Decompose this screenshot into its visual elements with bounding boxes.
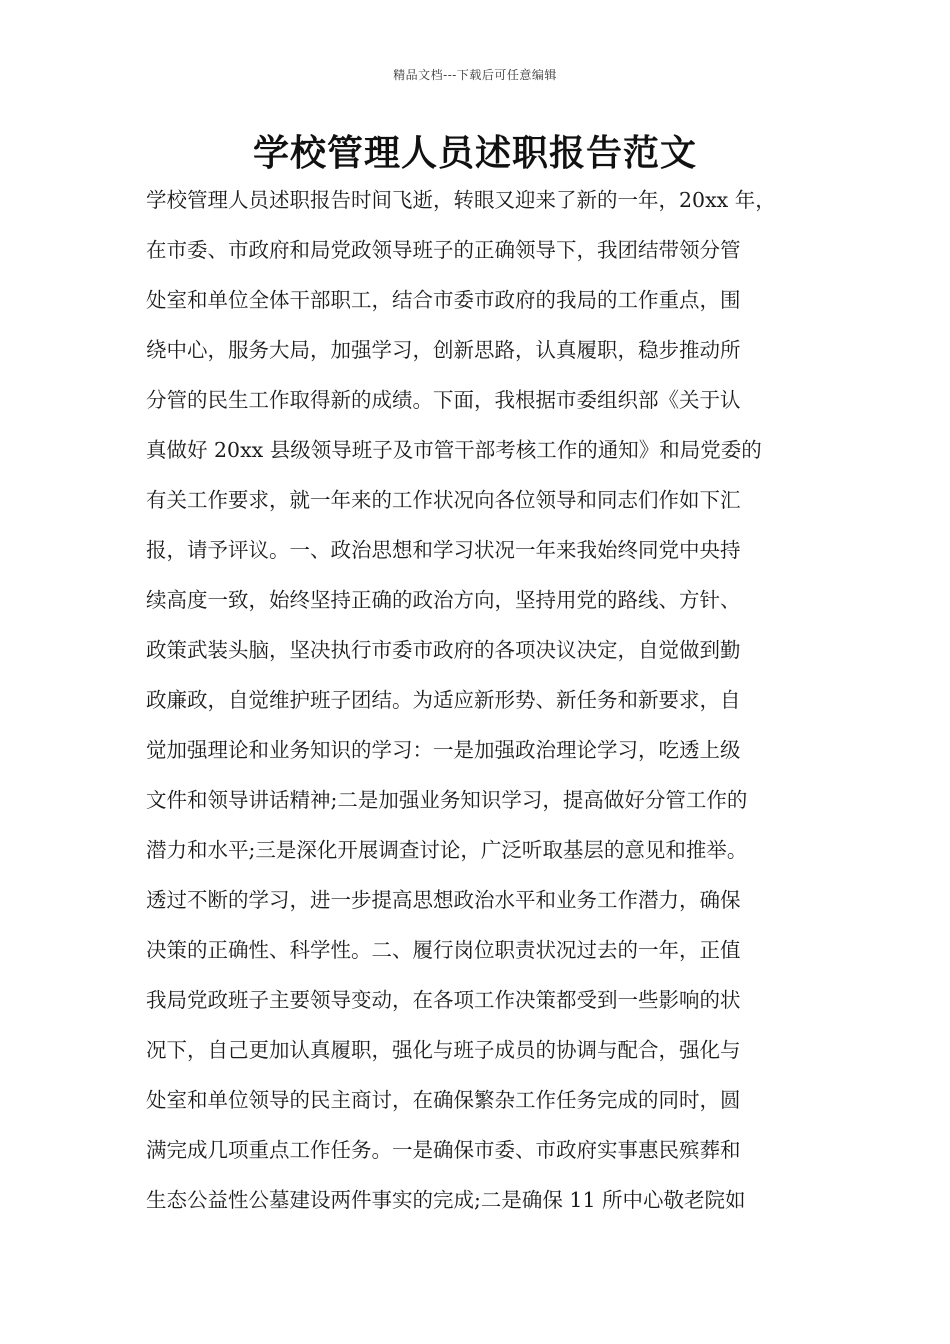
body-line: 分管的民生工作取得新的成绩。下面，我根据市委组织部《关于认	[146, 388, 741, 412]
body-line: 绕中心，服务大局，加强学习，创新思路，认真履职，稳步推动所	[146, 338, 741, 362]
document-title: 学校管理人员述职报告范文	[252, 132, 697, 174]
body-line: 文件和领导讲话精神;二是加强业务知识学习，提高做好分管工作的	[146, 788, 748, 812]
body-line: 政策武装头脑，坚决执行市委市政府的各项决议决定，自觉做到勤	[146, 638, 741, 662]
body-line: 报，请予评议。一、政治思想和学习状况一年来我始终同党中央持	[146, 538, 741, 562]
body-line: 有关工作要求，就一年来的工作状况向各位领导和同志们作如下汇	[146, 488, 741, 512]
body-line: 决策的正确性、科学性。二、履行岗位职责状况过去的一年，正值	[146, 938, 741, 962]
body-line: 学校管理人员述职报告时间飞逝，转眼又迎来了新的一年，20xx 年，	[146, 188, 776, 212]
body-line: 处室和单位领导的民主商讨，在确保繁杂工作任务完成的同时，圆	[146, 1088, 741, 1112]
body-line: 处室和单位全体干部职工，结合市委市政府的我局的工作重点，围	[146, 288, 741, 312]
body-line: 满完成几项重点工作任务。一是确保市委、市政府实事惠民殡葬和	[146, 1138, 741, 1162]
body-line: 我局党政班子主要领导变动，在各项工作决策都受到一些影响的状	[146, 988, 741, 1012]
header-note: 精品文档---下载后可任意编辑	[393, 68, 557, 82]
body-line: 况下，自己更加认真履职，强化与班子成员的协调与配合，强化与	[146, 1038, 741, 1062]
body-line: 觉加强理论和业务知识的学习：一是加强政治理论学习，吃透上级	[146, 738, 741, 762]
body-line: 续高度一致，始终坚持正确的政治方向，坚持用党的路线、方针、	[146, 588, 741, 612]
body-line: 透过不断的学习，进一步提高思想政治水平和业务工作潜力，确保	[146, 888, 741, 912]
body-line: 真做好 20xx 县级领导班子及市管干部考核工作的通知》和局党委的	[146, 438, 762, 462]
body-line: 政廉政，自觉维护班子团结。为适应新形势、新任务和新要求，自	[146, 688, 741, 712]
body-line: 生态公益性公墓建设两件事实的完成;二是确保 11 所中心敬老院如	[146, 1188, 746, 1212]
body-line: 在市委、市政府和局党政领导班子的正确领导下，我团结带领分管	[146, 238, 741, 262]
body-line: 潜力和水平;三是深化开展调查讨论，广泛听取基层的意见和推举。	[146, 838, 748, 862]
